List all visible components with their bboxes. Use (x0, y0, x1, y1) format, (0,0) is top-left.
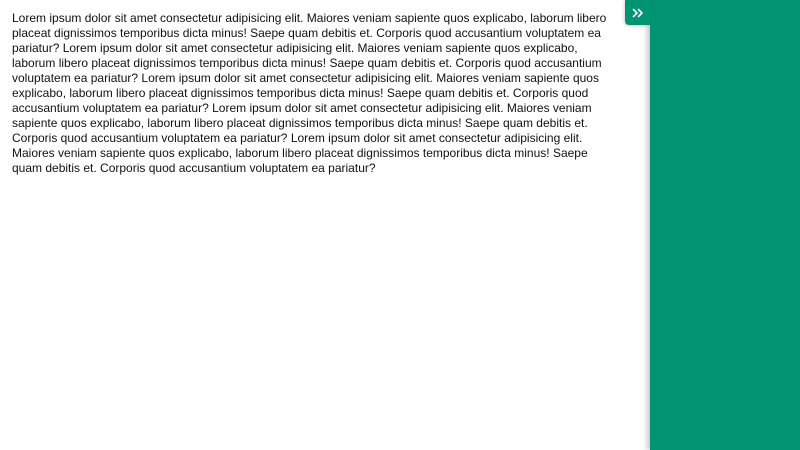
side-panel (650, 0, 800, 450)
side-panel-toggle-button[interactable] (625, 0, 650, 25)
double-chevron-right-icon (632, 8, 644, 18)
body-text: Lorem ipsum dolor sit amet consectetur adipisicing elit. Maiores veniam sapiente quos explicabo, laborum libero placeat dignissimos temporibus dicta minus! Saepe quam debitis et. Corporis quod accusantium voluptatem ea pariatur? Lorem ipsum dolor sit amet consectetur adipisicing elit. Maiores veniam sapiente quos explicabo, laborum libero placeat dignissimos temporibus dicta minus! Saepe quam debitis et. Corporis quod accusantium voluptatem ea pariatur? Lorem ipsum dolor sit amet consectetur adipisicing elit. Maiores veniam sapiente quos explicabo, laborum libero placeat dignissimos temporibus dicta minus! Saepe quam debitis et. Corporis quod accusantium voluptatem ea pariatur? Lorem ipsum dolor sit amet consectetur adipisicing elit. Maiores veniam sapiente quos explicabo, laborum libero placeat dignissimos temporibus dicta minus! Saepe quam debitis et. Corporis quod accusantium voluptatem ea pariatur? Lorem ipsum dolor sit amet consectetur adipisicing elit. Maiores veniam sapiente quos explicabo, laborum libero placeat dignissimos temporibus dicta minus! Saepe quam debitis et. Corporis quod accusantium voluptatem ea pariatur? (12, 11, 607, 175)
